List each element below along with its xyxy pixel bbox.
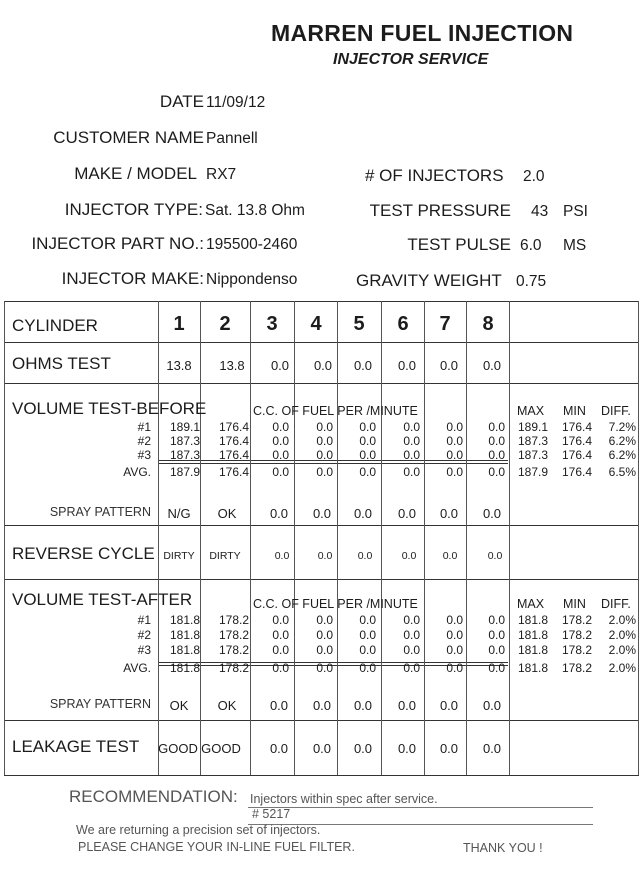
ohms-test-label: OHMS TEST [12,354,111,373]
stat-max-cell: 187.9 [517,465,548,479]
row-name: #2 [137,628,151,642]
volume-cell: 0.0 [272,448,289,462]
volume-cell: 181.8 [169,661,200,675]
spray-cell: 0.0 [269,698,289,713]
stat-diff-header: DIFF. [601,597,631,611]
spray-cell: OK [217,506,237,521]
reverse-cell: 0.0 [487,550,503,562]
volume-cell: 0.0 [403,465,420,479]
reverse-cell: 0.0 [357,550,373,562]
reverse-cell: DIRTY [209,550,241,562]
stat-diff-cell: 6.5% [608,465,636,479]
volume-cell: 178.2 [218,661,249,675]
stat-min-cell: 176.4 [561,448,592,462]
volume-cell: 176.4 [218,448,249,462]
test-pressure-unit: PSI [563,203,588,220]
spray-cell: 0.0 [397,506,417,521]
volume-cell: 0.0 [272,628,289,642]
volume-cell: 0.0 [316,613,333,627]
reverse-cell: DIRTY [163,550,195,562]
leakage-test-label: LEAKAGE TEST [12,737,140,756]
volume-before-label: VOLUME TEST-BEFORE [12,399,207,418]
volume-before-units: C.C. OF FUEL PER /MINUTE [253,404,418,418]
volume-cell: 0.0 [446,628,463,642]
stat-min-cell: 176.4 [561,420,592,434]
cylinder-number: 2 [219,313,231,335]
volume-cell: 181.8 [169,628,200,642]
stat-diff-cell: 2.0% [608,613,636,627]
volume-cell: 0.0 [446,420,463,434]
stat-diff-header: DIFF. [601,404,631,418]
volume-cell: 0.0 [488,448,505,462]
spray-cell: 0.0 [397,698,417,713]
volume-cell: 176.4 [218,420,249,434]
test-pressure-value: 43 [531,203,549,220]
volume-cell: 0.0 [403,434,420,448]
cylinder-number: 6 [397,313,409,335]
cylinder-label: CYLINDER [12,316,98,335]
spray-cell: 0.0 [482,506,502,521]
volume-cell: 0.0 [403,448,420,462]
spray-cell: N/G [167,506,191,521]
spray-cell: 0.0 [482,698,502,713]
volume-cell: 187.9 [169,465,200,479]
leakage-cell: 0.0 [482,741,502,756]
ohms-cell: 0.0 [313,358,333,373]
stat-diff-cell: 2.0% [608,628,636,642]
num-injectors-label: # OF INJECTORS [365,166,504,185]
leakage-cell: 0.0 [397,741,417,756]
volume-cell: 0.0 [403,420,420,434]
volume-cell: 181.8 [169,613,200,627]
row-name: #1 [137,420,151,434]
cylinder-number: 4 [310,313,322,335]
leakage-cell: 0.0 [269,741,289,756]
volume-cell: 0.0 [403,661,420,675]
volume-cell: 0.0 [403,613,420,627]
volume-cell: 0.0 [359,420,376,434]
filter-note: PLEASE CHANGE YOUR IN-LINE FUEL FILTER. [78,840,355,854]
test-pressure-label: TEST PRESSURE [369,201,511,220]
stat-max-header: MAX [517,404,545,418]
volume-cell: 0.0 [446,643,463,657]
part-no-value: 195500-2460 [206,236,298,253]
spray-cell: OK [217,698,237,713]
stat-diff-cell: 6.2% [608,448,636,462]
spray-cell: 0.0 [439,698,459,713]
row-name: AVG. [123,661,151,675]
form-subtitle: INJECTOR SERVICE [333,51,489,68]
volume-cell: 0.0 [359,613,376,627]
stat-diff-cell: 6.2% [608,434,636,448]
leakage-cell: 0.0 [353,741,373,756]
stat-min-cell: 176.4 [561,434,592,448]
ohms-cell: 0.0 [270,358,290,373]
reverse-cycle-label: REVERSE CYCLE [12,544,155,563]
volume-cell: 0.0 [316,628,333,642]
volume-cell: 181.8 [169,643,200,657]
volume-cell: 0.0 [446,613,463,627]
gravity-value: 0.75 [516,273,547,290]
volume-cell: 0.0 [403,628,420,642]
test-pulse-label: TEST PULSE [407,235,511,254]
volume-cell: 0.0 [316,448,333,462]
ohms-cell: 0.0 [397,358,417,373]
make-model-label: MAKE / MODEL [74,164,197,183]
volume-cell: 0.0 [359,448,376,462]
stat-max-cell: 181.8 [517,661,548,675]
volume-cell: 176.4 [218,465,249,479]
row-name: #2 [137,434,151,448]
spray-cell: 0.0 [269,506,289,521]
volume-cell: 189.1 [169,420,200,434]
stat-max-cell: 187.3 [517,434,548,448]
volume-cell: 0.0 [488,643,505,657]
volume-cell: 0.0 [446,661,463,675]
spray-cell: 0.0 [312,506,332,521]
cylinder-number: 8 [482,313,494,335]
stat-min-cell: 176.4 [561,465,592,479]
row-name: #3 [137,643,151,657]
stat-min-cell: 178.2 [561,661,592,675]
stat-min-cell: 178.2 [561,628,592,642]
recommendation-text: Injectors within spec after service. [250,792,438,806]
spray-after-label: SPRAY PATTERN [49,697,151,711]
row-name: AVG. [123,465,151,479]
leakage-cell: GOOD [158,741,198,756]
cylinder-number: 1 [173,313,185,335]
volume-cell: 178.2 [218,613,249,627]
ohms-cell: 0.0 [482,358,502,373]
spray-before-label: SPRAY PATTERN [49,505,151,519]
volume-cell: 0.0 [359,643,376,657]
cylinder-number: 5 [353,313,365,335]
volume-after-label: VOLUME TEST-AFTER [12,590,193,609]
volume-cell: 0.0 [272,643,289,657]
volume-cell: 0.0 [272,613,289,627]
volume-cell: 0.0 [488,420,505,434]
spray-cell: 0.0 [353,506,373,521]
volume-cell: 0.0 [316,465,333,479]
volume-cell: 0.0 [359,434,376,448]
spray-cell: OK [169,698,189,713]
stat-min-cell: 178.2 [561,613,592,627]
volume-cell: 0.0 [488,661,505,675]
stat-max-cell: 181.8 [517,613,548,627]
volume-cell: 0.0 [272,420,289,434]
date-value: 11/09/12 [206,94,266,111]
spray-cell: 0.0 [439,506,459,521]
stat-diff-cell: 2.0% [608,643,636,657]
volume-cell: 0.0 [272,661,289,675]
volume-cell: 187.3 [169,434,200,448]
gravity-label: GRAVITY WEIGHT [356,271,502,290]
volume-after-units: C.C. OF FUEL PER /MINUTE [253,597,418,611]
ohms-cell: 0.0 [353,358,373,373]
row-name: #1 [137,613,151,627]
injector-type-label: INJECTOR TYPE: [64,200,203,219]
reverse-cell: 0.0 [317,550,333,562]
test-pulse-value: 6.0 [520,237,542,254]
volume-cell: 0.0 [488,465,505,479]
stat-max-cell: 189.1 [517,420,548,434]
volume-cell: 0.0 [488,628,505,642]
stat-diff-cell: 2.0% [608,661,636,675]
reverse-cell: 0.0 [401,550,417,562]
volume-cell: 0.0 [272,465,289,479]
recommendation-label: RECOMMENDATION: [69,787,238,806]
volume-cell: 0.0 [359,465,376,479]
volume-cell: 0.0 [446,448,463,462]
reverse-cell: 0.0 [274,550,290,562]
make-model-value: RX7 [206,166,237,183]
stat-max-cell: 181.8 [517,643,548,657]
volume-cell: 176.4 [218,434,249,448]
stat-min-header: MIN [563,597,586,611]
volume-cell: 0.0 [316,434,333,448]
volume-cell: 0.0 [403,643,420,657]
volume-cell: 0.0 [272,434,289,448]
volume-cell: 0.0 [316,420,333,434]
cylinder-number: 3 [266,313,278,335]
volume-cell: 178.2 [218,628,249,642]
stat-min-cell: 178.2 [561,643,592,657]
num-injectors-value: 2.0 [523,168,545,185]
injector-type-value: Sat. 13.8 Ohm [205,202,305,219]
reverse-cell: 0.0 [442,550,458,562]
thank-you-text: THANK YOU ! [463,841,543,855]
cylinder-number: 7 [439,313,451,335]
customer-label: CUSTOMER NAME [53,128,204,147]
ohms-cell: 13.8 [166,358,192,373]
stat-max-header: MAX [517,597,545,611]
test-pulse-unit: MS [563,237,587,254]
leakage-cell: 0.0 [439,741,459,756]
ohms-cell: 0.0 [439,358,459,373]
volume-cell: 0.0 [359,661,376,675]
volume-cell: 0.0 [316,661,333,675]
volume-cell: 187.3 [169,448,200,462]
date-label: DATE [159,92,204,111]
stat-max-cell: 181.8 [517,628,548,642]
reference-number: # 5217 [252,807,291,821]
stat-diff-cell: 7.2% [608,420,636,434]
volume-cell: 0.0 [359,628,376,642]
volume-cell: 0.0 [316,643,333,657]
company-title: MARREN FUEL INJECTION [271,20,574,46]
stat-max-cell: 187.3 [517,448,548,462]
injector-make-label: INJECTOR MAKE: [61,269,204,288]
spray-cell: 0.0 [312,698,332,713]
volume-cell: 0.0 [488,434,505,448]
part-no-label: INJECTOR PART NO.: [31,234,204,253]
leakage-cell: GOOD [201,741,241,756]
volume-cell: 0.0 [446,434,463,448]
spray-cell: 0.0 [353,698,373,713]
ohms-cell: 13.8 [219,358,245,373]
leakage-cell: 0.0 [312,741,332,756]
injector-make-value: Nippondenso [206,271,298,288]
stat-min-header: MIN [563,404,586,418]
row-name: #3 [137,448,151,462]
volume-cell: 178.2 [218,643,249,657]
return-note: We are returning a precision set of injectors. [76,823,321,837]
customer-value: Pannell [206,130,258,147]
volume-cell: 0.0 [488,613,505,627]
volume-cell: 0.0 [446,465,463,479]
